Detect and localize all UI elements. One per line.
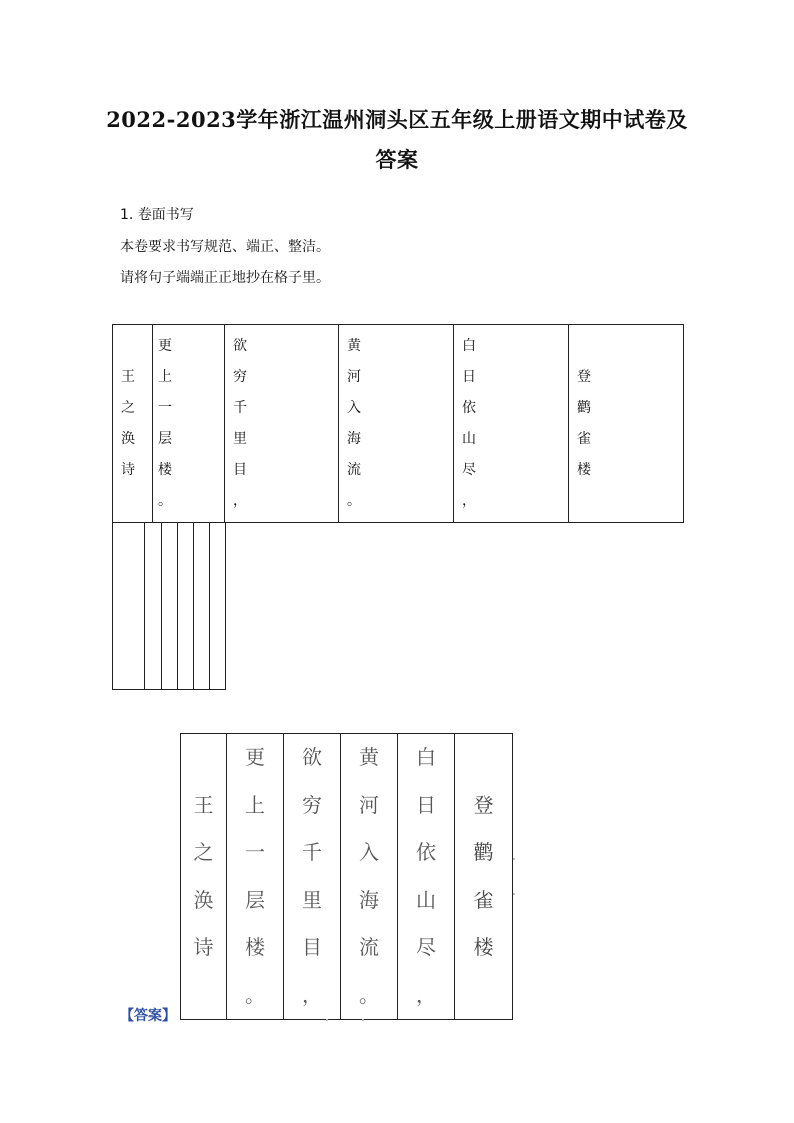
question-heading: 1. 卷面书写 bbox=[120, 207, 194, 223]
poem-char: 鹳 bbox=[473, 840, 494, 864]
answer-column-line-4 bbox=[227, 734, 284, 1020]
poem-column-line-3 bbox=[225, 325, 339, 523]
poem-char: 白 bbox=[416, 745, 436, 769]
poem-char: 楼 bbox=[245, 935, 265, 959]
poem-char: 里 bbox=[233, 430, 247, 447]
writing-cell bbox=[162, 523, 178, 690]
poem-char: 。 bbox=[158, 492, 172, 509]
poem-char: 。 bbox=[359, 982, 379, 1007]
writing-grid bbox=[112, 522, 226, 690]
poem-char: 山 bbox=[462, 430, 476, 447]
poem-char: 黄 bbox=[347, 337, 361, 354]
poem-char: ， bbox=[462, 492, 476, 509]
writing-cell bbox=[145, 523, 162, 690]
poem-char: 登 bbox=[473, 792, 494, 817]
poem-char: 上 bbox=[158, 368, 172, 385]
answer-column-line-1 bbox=[398, 734, 455, 1020]
poem-char: 鹳 bbox=[577, 399, 591, 416]
poem-char: 千 bbox=[233, 399, 247, 416]
poem-char: 尽 bbox=[416, 935, 436, 959]
scan-artifact bbox=[326, 1019, 328, 1021]
poem-char: 诗 bbox=[193, 935, 214, 959]
poem-char: 入 bbox=[347, 399, 361, 416]
poem-char: 欲 bbox=[233, 337, 247, 354]
poem-char: 白 bbox=[462, 337, 476, 354]
poem-char: 。 bbox=[245, 982, 265, 1007]
poem-char: 涣 bbox=[121, 430, 135, 447]
poem-column-line-1 bbox=[454, 325, 569, 523]
poem-char: 雀 bbox=[577, 430, 591, 447]
poem-char: ， bbox=[233, 492, 247, 509]
poem-char: 依 bbox=[416, 840, 436, 864]
poem-char: 流 bbox=[347, 461, 361, 478]
answer-column-line-2 bbox=[341, 734, 398, 1020]
poem-char: 之 bbox=[193, 840, 214, 864]
poem-char: 河 bbox=[359, 792, 379, 817]
instruction-line-2: 请将句子端端正正地抄在格子里。 bbox=[120, 270, 330, 286]
answer-column-author bbox=[181, 734, 227, 1020]
poem-char: 海 bbox=[359, 887, 379, 912]
poem-char: ， bbox=[302, 982, 322, 1007]
poem-char: 王 bbox=[193, 792, 214, 817]
poem-char: 海 bbox=[347, 430, 361, 447]
answer-column-title bbox=[455, 734, 513, 1020]
poem-char: 目 bbox=[302, 935, 322, 959]
writing-cell bbox=[178, 523, 194, 690]
scan-artifact bbox=[362, 1019, 364, 1021]
scan-artifact bbox=[513, 858, 515, 860]
poem-column-line-2 bbox=[339, 325, 454, 523]
poem-char: 河 bbox=[347, 368, 361, 385]
poem-char: 更 bbox=[158, 337, 172, 354]
poem-table bbox=[112, 324, 684, 523]
poem-char: 穷 bbox=[233, 368, 247, 385]
poem-column-line-4 bbox=[153, 325, 225, 523]
poem-char: 层 bbox=[245, 887, 265, 912]
instruction-line-1: 本卷要求书写规范、端正、整洁。 bbox=[120, 239, 330, 255]
poem-char: 一 bbox=[245, 840, 265, 864]
poem-char: 欲 bbox=[302, 745, 322, 769]
writing-cell bbox=[210, 523, 226, 690]
writing-cell bbox=[113, 523, 145, 690]
document-title bbox=[100, 100, 694, 180]
poem-char: 楼 bbox=[577, 461, 591, 478]
writing-cell bbox=[194, 523, 210, 690]
poem-char: 。 bbox=[347, 492, 361, 509]
poem-char: ， bbox=[416, 982, 436, 1007]
poem-column-title bbox=[569, 325, 684, 523]
answer-label: 【答案】 bbox=[120, 1008, 176, 1024]
poem-char: 王 bbox=[121, 368, 135, 385]
poem-char: 尽 bbox=[462, 461, 476, 478]
poem-char: 入 bbox=[359, 840, 379, 864]
poem-char: 目 bbox=[233, 461, 247, 478]
poem-char: 楼 bbox=[473, 935, 494, 959]
answer-column-line-3 bbox=[284, 734, 341, 1020]
poem-char: 依 bbox=[462, 399, 476, 416]
poem-char: 一 bbox=[158, 399, 172, 416]
poem-char: 更 bbox=[245, 745, 265, 769]
poem-char: 之 bbox=[121, 399, 135, 416]
title-line-1: 2022-2023学年浙江温州洞头区五年级上册语文期中试卷及 bbox=[106, 107, 688, 132]
poem-char: 楼 bbox=[158, 461, 172, 478]
answer-table bbox=[180, 733, 513, 1020]
poem-char: 雀 bbox=[473, 887, 494, 912]
poem-char: 千 bbox=[302, 840, 322, 864]
poem-char: 上 bbox=[245, 792, 265, 817]
title-line-2: 答案 bbox=[375, 147, 419, 172]
poem-char: 诗 bbox=[121, 461, 135, 478]
scan-artifact bbox=[513, 893, 515, 895]
poem-char: 黄 bbox=[359, 745, 379, 769]
poem-char: 里 bbox=[302, 887, 322, 912]
poem-char: 登 bbox=[577, 368, 591, 385]
poem-char: 山 bbox=[416, 887, 436, 912]
poem-char: 流 bbox=[359, 935, 379, 959]
poem-char: 日 bbox=[462, 368, 476, 385]
poem-char: 层 bbox=[158, 430, 172, 447]
poem-char: 涣 bbox=[193, 887, 214, 912]
poem-column-author bbox=[113, 325, 153, 523]
poem-char: 日 bbox=[416, 792, 436, 817]
poem-char: 穷 bbox=[302, 792, 322, 817]
